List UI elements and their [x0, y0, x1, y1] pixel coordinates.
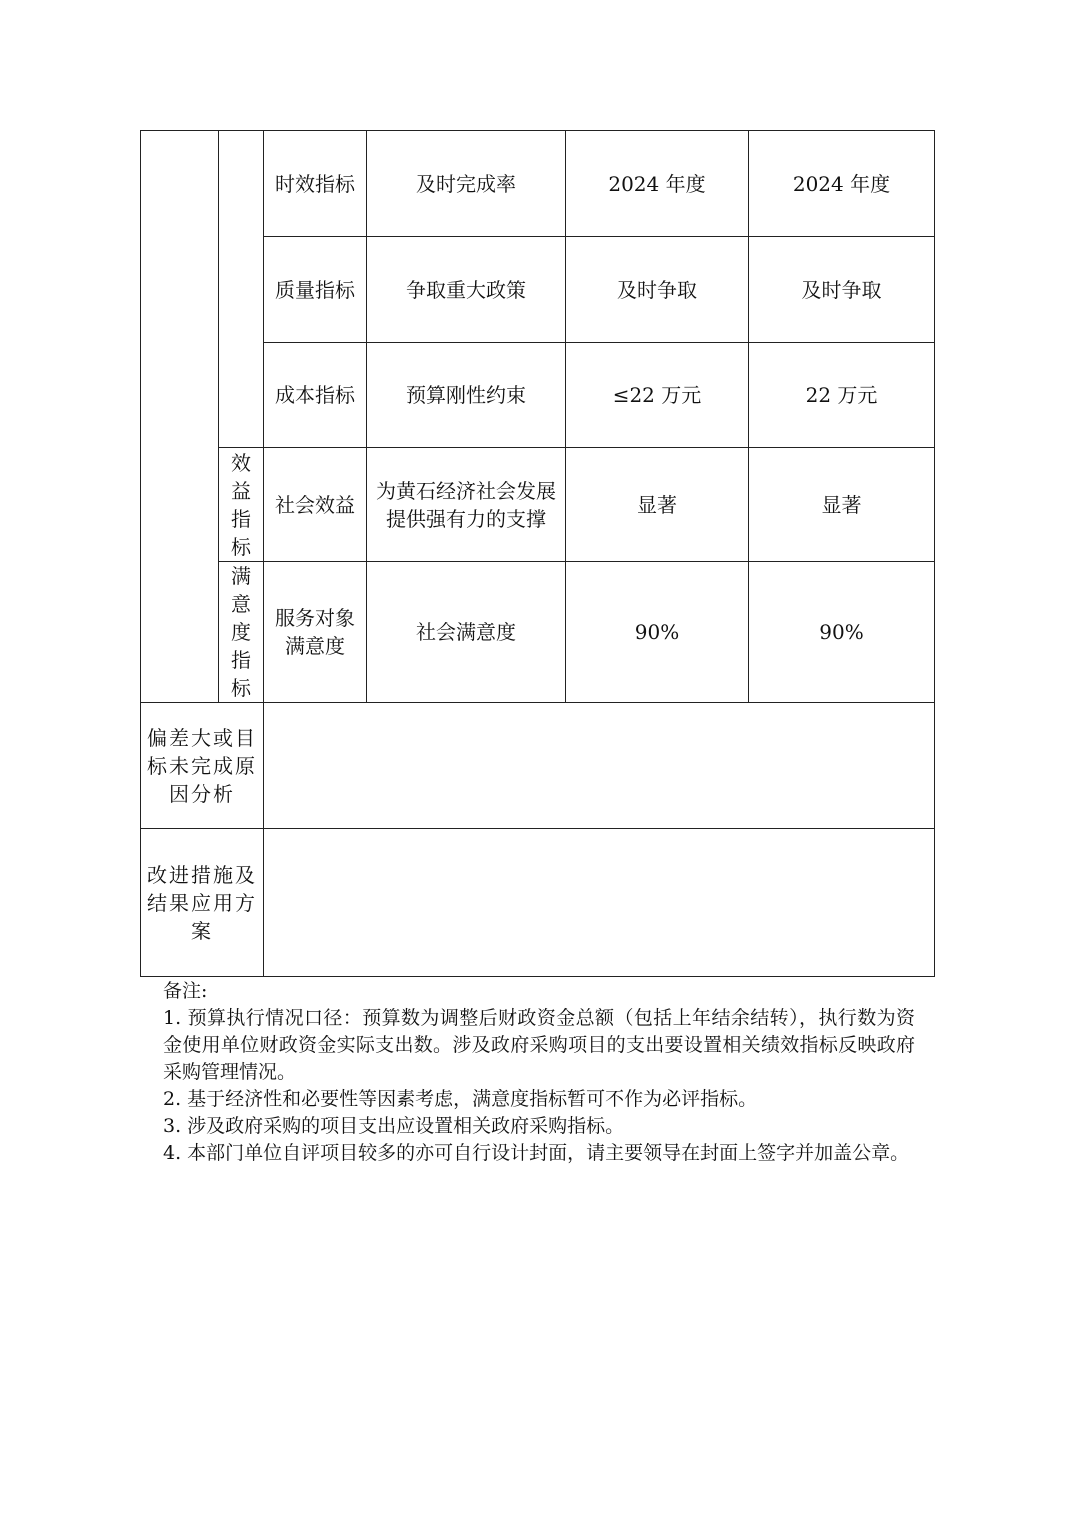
blank-cell — [219, 131, 264, 448]
target-value-cell: 2024 年度 — [566, 131, 749, 237]
category-cell: 时效指标 — [264, 131, 367, 237]
category-cell: 社会效益 — [264, 448, 367, 562]
actual-value-cell: 显著 — [749, 448, 935, 562]
indicator-cell: 争取重大政策 — [367, 237, 566, 343]
category-cell: 质量指标 — [264, 237, 367, 343]
target-value-cell: 及时争取 — [566, 237, 749, 343]
category-cell: 服务对象满意度 — [264, 562, 367, 703]
notes-section — [163, 978, 915, 1167]
table-row — [141, 562, 935, 703]
notes-title: 备注: — [163, 980, 208, 1002]
group-cell — [219, 562, 264, 703]
indicator-cell: 及时完成率 — [367, 131, 566, 237]
target-value-cell: ≤22 万元 — [566, 343, 749, 448]
group-label: 满意度指标 — [231, 564, 251, 700]
indicator-cell: 为黄石经济社会发展提供强有力的支撑 — [367, 448, 566, 562]
note-item: 1. 预算执行情况口径：预算数为调整后财政资金总额（包括上年结余结转），执行数为资金使用单位财政资金实际支出数。涉及政府采购项目的支出要设置相关绩效指标反映政府采购管理情况。 — [163, 1007, 915, 1083]
group-label: 效益指标 — [231, 450, 251, 559]
table-row — [141, 703, 935, 829]
actual-value-cell: 90% — [749, 562, 935, 703]
note-item: 2. 基于经济性和必要性等因素考虑，满意度指标暂可不作为必评指标。 — [163, 1088, 758, 1110]
blank-cell — [141, 131, 219, 703]
target-value-cell: 90% — [566, 562, 749, 703]
indicator-cell: 预算刚性约束 — [367, 343, 566, 448]
indicator-cell: 社会满意度 — [367, 562, 566, 703]
actual-value-cell: 及时争取 — [749, 237, 935, 343]
actual-value-cell: 22 万元 — [749, 343, 935, 448]
category-cell: 成本指标 — [264, 343, 367, 448]
deviation-analysis-field[interactable] — [264, 703, 935, 829]
table-row — [141, 448, 935, 562]
actual-value-cell: 2024 年度 — [749, 131, 935, 237]
note-item: 3. 涉及政府采购的项目支出应设置相关政府采购指标。 — [163, 1115, 625, 1137]
table-row — [141, 829, 935, 977]
performance-indicator-table — [140, 130, 935, 977]
target-value-cell: 显著 — [566, 448, 749, 562]
table-row — [141, 131, 935, 237]
note-item: 4. 本部门单位自评项目较多的亦可自行设计封面，请主要领导在封面上签字并加盖公章。 — [163, 1142, 910, 1164]
improvement-plan-field[interactable] — [264, 829, 935, 977]
group-cell — [219, 448, 264, 562]
deviation-analysis-label: 偏差大或目标未完成原因分析 — [141, 703, 264, 829]
improvement-plan-label: 改进措施及结果应用方案 — [141, 829, 264, 977]
